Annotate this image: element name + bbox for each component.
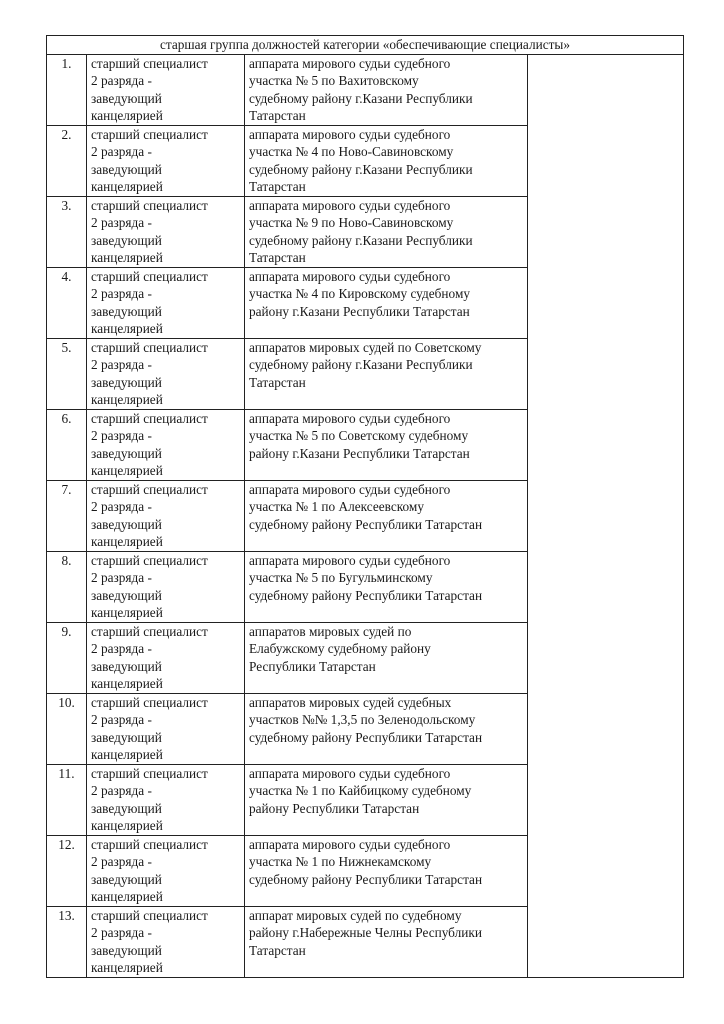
unit-line: аппарата мирового судьи судебного [249,197,451,213]
unit-cell [245,551,528,622]
position-line: 2 разряда - [91,925,152,940]
position-line: канцелярией [91,676,163,691]
unit-cell [245,54,528,125]
position-cell [87,54,245,125]
position-line: 2 разряда - [91,712,152,727]
unit-line: аппарата мирового судьи судебного [249,836,451,852]
position-line: старший специалист [91,410,208,426]
unit-line: Татарстан [249,942,306,958]
position-line: заведующий [91,729,162,745]
position-line: 2 разряда - [91,499,152,514]
unit-line: судебному району Республики Татарстан [249,729,483,745]
position-cell [87,764,245,835]
position-cell [87,125,245,196]
unit-line: судебному району Республики Татарстан [249,587,483,603]
position-line: старший специалист [91,268,208,284]
unit-line: участка № 9 по Ново-Савиновскому [249,215,454,230]
row-number: 6. [47,409,87,480]
unit-line: аппарат мировых судей по судебному [249,907,462,923]
unit-line: участка № 1 по Кайбицкому судебному [249,783,472,798]
unit-line: району г.Казани Республики Татарстан [249,303,470,319]
position-line: канцелярией [91,818,163,833]
unit-line: Татарстан [249,179,306,194]
position-line: 2 разряда - [91,73,152,88]
position-line: канцелярией [91,392,163,407]
unit-line: аппарата мирового судьи судебного [249,552,451,568]
position-line: заведующий [91,90,162,106]
position-line: старший специалист [91,126,208,142]
position-line: 2 разряда - [91,783,152,798]
unit-line: аппаратов мировых судей по [249,623,412,639]
position-cell [87,835,245,906]
unit-cell [245,835,528,906]
row-number: 13. [47,906,87,977]
position-cell [87,267,245,338]
position-line: заведующий [91,658,162,674]
position-cell [87,480,245,551]
unit-line: судебному району г.Казани Республики [249,357,473,372]
unit-line: аппаратов мировых судей по Советскому [249,339,482,355]
position-cell [87,409,245,480]
position-line: старший специалист [91,552,208,568]
position-line: заведующий [91,232,162,248]
position-line: старший специалист [91,765,208,781]
unit-cell [245,196,528,267]
unit-line: участков №№ 1,3,5 по Зеленодольскому [249,712,476,727]
row-number: 9. [47,622,87,693]
position-line: 2 разряда - [91,357,152,372]
unit-line: аппарата мирового судьи судебного [249,410,451,426]
unit-line: судебному району г.Казани Республики [249,161,473,177]
unit-cell [245,480,528,551]
unit-line: району г.Казани Республики Татарстан [249,445,470,461]
row-number: 11. [47,764,87,835]
unit-line: Татарстан [249,374,306,390]
unit-cell [245,622,528,693]
position-line: канцелярией [91,747,163,762]
unit-line: Республики Татарстан [249,658,376,674]
position-line: заведующий [91,445,162,461]
header-row [47,36,684,55]
position-line: заведующий [91,942,162,958]
unit-line: судебному району Республики Татарстан [249,516,483,532]
unit-line: аппаратов мировых судей судебных [249,694,452,710]
row-number: 3. [47,196,87,267]
table-row [47,54,684,125]
position-line: заведующий [91,303,162,319]
position-line: старший специалист [91,623,208,639]
position-line: канцелярией [91,108,163,123]
unit-line: району г.Набережные Челны Республики [249,925,482,940]
position-line: 2 разряда - [91,854,152,869]
group-header: старшая группа должностей категории «обеспечивающие специалисты» [47,36,684,55]
positions-table [46,35,684,978]
position-cell [87,693,245,764]
position-line: канцелярией [91,250,163,265]
unit-cell [245,764,528,835]
unit-line: участка № 5 по Бугульминскому [249,570,433,585]
position-cell [87,196,245,267]
row-number: 1. [47,54,87,125]
position-line: старший специалист [91,339,208,355]
position-cell [87,906,245,977]
unit-line: судебному району г.Казани Республики [249,232,473,248]
row-number: 4. [47,267,87,338]
position-line: канцелярией [91,960,163,975]
position-cell [87,622,245,693]
row-number: 8. [47,551,87,622]
position-line: 2 разряда - [91,570,152,585]
unit-cell [245,409,528,480]
unit-line: участка № 5 по Советскому судебному [249,428,469,443]
position-line: 2 разряда - [91,286,152,301]
position-line: канцелярией [91,889,163,904]
position-line: заведующий [91,516,162,532]
unit-line: участка № 4 по Кировскому судебному [249,286,471,301]
unit-line: аппарата мирового судьи судебного [249,126,451,142]
row-number: 10. [47,693,87,764]
position-line: канцелярией [91,605,163,620]
unit-cell [245,267,528,338]
position-line: старший специалист [91,907,208,923]
position-line: заведующий [91,161,162,177]
unit-cell [245,693,528,764]
unit-line: району Республики Татарстан [249,800,420,816]
position-cell [87,551,245,622]
unit-line: Татарстан [249,108,306,123]
row-number: 12. [47,835,87,906]
unit-line: Татарстан [249,250,306,265]
position-line: старший специалист [91,55,208,71]
position-line: заведующий [91,374,162,390]
position-line: канцелярией [91,179,163,194]
position-line: старший специалист [91,197,208,213]
unit-line: участка № 5 по Вахитовскому [249,73,419,88]
unit-line: аппарата мирового судьи судебного [249,765,451,781]
unit-line: судебному району г.Казани Республики [249,90,473,106]
unit-cell [245,125,528,196]
position-line: старший специалист [91,836,208,852]
position-line: 2 разряда - [91,428,152,443]
position-line: канцелярией [91,463,163,478]
row-number: 2. [47,125,87,196]
unit-line: участка № 1 по Нижнекамскому [249,854,432,869]
position-line: канцелярией [91,321,163,336]
unit-line: аппарата мирового судьи судебного [249,268,451,284]
position-cell [87,338,245,409]
unit-line: судебному району Республики Татарстан [249,871,483,887]
unit-line: аппарата мирового судьи судебного [249,55,451,71]
unit-line: Елабужскому судебному району [249,641,431,656]
row-number: 7. [47,480,87,551]
unit-cell [245,338,528,409]
position-line: 2 разряда - [91,215,152,230]
position-line: заведующий [91,871,162,887]
position-line: заведующий [91,587,162,603]
position-line: 2 разряда - [91,641,152,656]
unit-line: участка № 4 по Ново-Савиновскому [249,144,454,159]
unit-cell [245,906,528,977]
unit-line: участка № 1 по Алексеевскому [249,499,424,514]
unit-line: аппарата мирового судьи судебного [249,481,451,497]
position-line: 2 разряда - [91,144,152,159]
row-number: 5. [47,338,87,409]
position-line: канцелярией [91,534,163,549]
empty-column-cell [528,54,684,977]
position-line: старший специалист [91,481,208,497]
position-line: старший специалист [91,694,208,710]
position-line: заведующий [91,800,162,816]
